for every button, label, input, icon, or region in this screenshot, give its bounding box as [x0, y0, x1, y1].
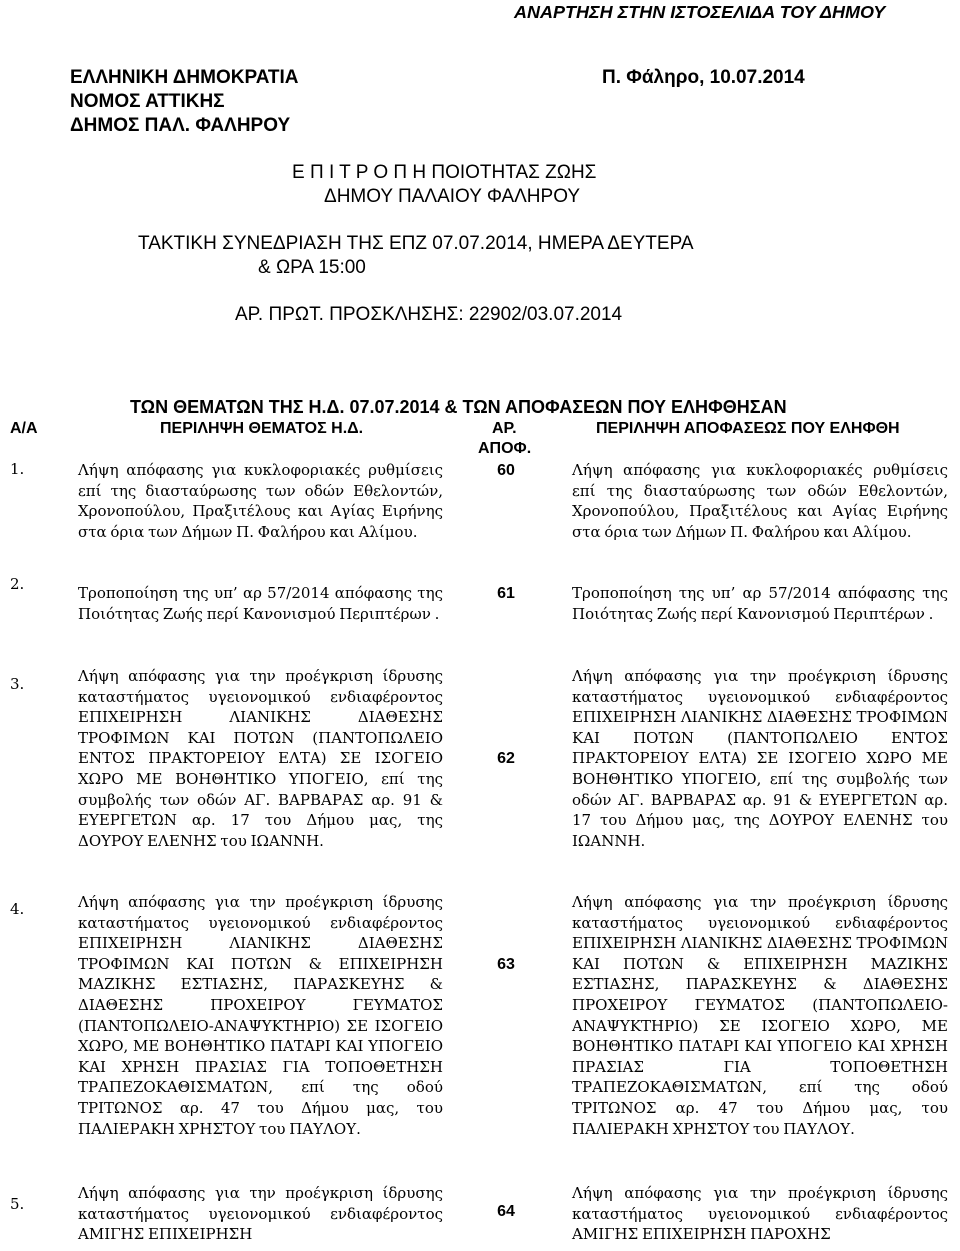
row-4-aa: 4.: [10, 900, 25, 918]
column-header-subject: ΠΕΡΙΛΗΨΗ ΘΕΜΑΤΟΣ Η.Δ.: [160, 420, 364, 437]
row-4-subject: Λήψη απόφασης για την προέγκριση ίδρυσης καταστήματος υγειονομικού ενδιαφέροντος ΕΠΙΧΕΙΡΗΣΗ ΛΙΑΝΙΚΗΣ ΔΙΑΘΕΣΗΣ ΤΡΟΦΙΜΩΝ ΚΑΙ ΠΟΤΩΝ & ΕΠΙΧΕΙΡΗΣΗ ΜΑΖΙΚΗΣ ΕΣΤΙΑΣΗΣ, ΠΑΡΑΣΚΕΥΗΣ & ΔΙΑΘΕΣΗΣ ΠΡΟΧΕΙΡΟΥ ΓΕΥΜΑΤΟΣ (ΠΑΝΤΟΠΩΛΕΙΟ-ΑΝΑΨΥΚΤΗΡΙΟ) ΣΕ ΙΣΟΓΕΙΟ ΧΩΡΟ, ΜΕ ΒΟΗΘΗΤΙΚΟ ΠΑΤΑΡΙ ΚΑΙ ΥΠΟΓΕΙΟ ΚΑΙ ΧΡΗΣΗ ΠΡΑΣΙΑΣ ΓΙΑ ΤΟΠΟΘΕΤΗΣΗ ΤΡΑΠΕΖΟΚΑΘΙΣΜΑΤΩΝ, επί της οδού ΤΡΙΤΩΝΟΣ αρ. 47 του Δήμου μας, του ΠΑΛΙΕΡΑΚΗ ΧΡΗΣΤΟΥ του ΠΑΥΛΟΥ.: [78, 893, 443, 1138]
row-1-decision-no: 60: [497, 462, 515, 479]
column-header-decision-no: ΑΡ.: [492, 420, 517, 437]
row-3-subject: Λήψη απόφασης για την προέγκριση ίδρυσης καταστήματος υγειονομικού ενδιαφέροντος ΕΠΙΧΕΙΡΗΣΗ ΛΙΑΝΙΚΗΣ ΔΙΑΘΕΣΗΣ ΤΡΟΦΙΜΩΝ ΚΑΙ ΠΟΤΩΝ (ΠΑΝΤΟΠΩΛΕΙΟ ΕΝΤΟΣ ΠΡΑΚΤΟΡΕΙΟΥ ΕΛΤΑ) ΣΕ ΙΣΟΓΕΙΟ ΧΩΡΟ ΜΕ ΒΟΗΘΗΤΙΚΟ ΥΠΟΓΕΙΟ, επί της συμβολής των οδών ΑΓ. ΒΑΡΒΑΡΑΣ αρ. 91 & ΕΥΕΡΓΕΤΩΝ αρ. 17 του Δήμου μας, της ΔΟΥΡΟΥ ΕΛΕΝΗΣ του ΙΩΑΝΝΗ.: [78, 667, 443, 850]
invitation-protocol: ΑΡ. ΠΡΩΤ. ΠΡΟΣΚΛΗΣΗΣ: 22902/03.07.2014: [235, 304, 623, 325]
column-header-decision-no-2: ΑΠΟΦ.: [478, 440, 532, 457]
publication-banner: ΑΝΑΡΤΗΣΗ ΣΤΗΝ ΙΣΤΟΣΕΛΙΔΑ ΤΟΥ ΔΗΜΟΥ: [514, 2, 886, 22]
issuer-municipality: ΔΗΜΟΣ ΠΑΛ. ΦΑΛΗΡΟΥ: [70, 115, 291, 136]
committee-name: Ε Π Ι Τ Ρ Ο Π Η ΠΟΙΟΤΗΤΑΣ ΖΩΗΣ: [292, 162, 597, 183]
row-5-decision: Λήψη απόφασης για την προέγκριση ίδρυσης καταστήματος υγειονομικού ενδιαφέροντος ΑΜΙΓΗΣ ΕΠΙΧΕΙΡΗΣΗ ΠΑΡΟΧΗΣ: [572, 1184, 948, 1244]
row-3-decision-no: 62: [497, 750, 515, 767]
committee-municipality: ΔΗΜΟΥ ΠΑΛΑΙΟΥ ΦΑΛΗΡΟΥ: [324, 186, 581, 207]
meeting-time: & ΩΡΑ 15:00: [258, 257, 366, 278]
row-2-subject: Τροποποίηση της υπ’ αρ 57/2014 απόφασης της Ποιότητας Ζωής περί Κανονισμού Περιπτέρων .: [78, 584, 443, 623]
row-5-decision-no: 64: [497, 1203, 515, 1220]
row-4-decision-no: 63: [497, 956, 515, 973]
row-2-decision-no: 61: [497, 585, 515, 602]
issuer-republic: ΕΛΛΗΝΙΚΗ ΔΗΜΟΚΡΑΤΙΑ: [70, 67, 299, 88]
row-2-decision: Τροποποίηση της υπ’ αρ 57/2014 απόφασης της Ποιότητας Ζωής περί Κανονισμού Περιπτέρων .: [572, 584, 948, 623]
row-1-aa: 1.: [10, 460, 25, 478]
row-3-aa: 3.: [10, 675, 25, 693]
column-header-decision-summary: ΠΕΡΙΛΗΨΗ ΑΠΟΦΑΣΕΩΣ ΠΟΥ ΕΛΗΦΘΗ: [596, 420, 900, 437]
issuer-prefecture: ΝΟΜΟΣ ΑΤΤΙΚΗΣ: [70, 91, 225, 112]
row-5-aa: 5.: [10, 1195, 25, 1213]
row-1-decision: Λήψη απόφασης για κυκλοφοριακές ρυθμίσεις επί της διασταύρωσης των οδών Εθελοντών, Χρονοπούλου, Πραξιτέλους και Αγίας Ειρήνης στα όρια των Δήμων Π. Φαλήρου και Αλίμου.: [572, 461, 948, 541]
row-2-aa: 2.: [10, 575, 25, 593]
place-date: Π. Φάληρο, 10.07.2014: [602, 67, 805, 88]
column-header-aa: Α/Α: [10, 420, 38, 437]
meeting-info: ΤΑΚΤΙΚΗ ΣΥΝΕΔΡΙΑΣΗ ΤΗΣ ΕΠΖ 07.07.2014, ΗΜΕΡΑ ΔΕΥΤΕΡΑ: [138, 233, 694, 254]
row-3-decision: Λήψη απόφασης για την προέγκριση ίδρυσης καταστήματος υγειονομικού ενδιαφέροντος ΕΠΙΧΕΙΡΗΣΗ ΛΙΑΝΙΚΗΣ ΔΙΑΘΕΣΗΣ ΤΡΟΦΙΜΩΝ ΚΑΙ ΠΟΤΩΝ (ΠΑΝΤΟΠΩΛΕΙΟ ΕΝΤΟΣ ΠΡΑΚΤΟΡΕΙΟΥ ΕΛΤΑ) ΣΕ ΙΣΟΓΕΙΟ ΧΩΡΟ ΜΕ ΒΟΗΘΗΤΙΚΟ ΥΠΟΓΕΙΟ, επί της συμβολής των οδών ΑΓ. ΒΑΡΒΑΡΑΣ αρ. 91 & ΕΥΕΡΓΕΤΩΝ αρ. 17 του Δήμου μας, της ΔΟΥΡΟΥ ΕΛΕΝΗΣ του ΙΩΑΝΝΗ.: [572, 667, 948, 850]
row-4-decision: Λήψη απόφασης για την προέγκριση ίδρυσης καταστήματος υγειονομικού ενδιαφέροντος ΕΠΙΧΕΙΡΗΣΗ ΛΙΑΝΙΚΗΣ ΔΙΑΘΕΣΗΣ ΤΡΟΦΙΜΩΝ ΚΑΙ ΠΟΤΩΝ & ΕΠΙΧΕΙΡΗΣΗ ΜΑΖΙΚΗΣ ΕΣΤΙΑΣΗΣ, ΠΑΡΑΣΚΕΥΗΣ & ΔΙΑΘΕΣΗΣ ΠΡΟΧΕΙΡΟΥ ΓΕΥΜΑΤΟΣ (ΠΑΝΤΟΠΩΛΕΙΟ-ΑΝΑΨΥΚΤΗΡΙΟ) ΣΕ ΙΣΟΓΕΙΟ ΧΩΡΟ, ΜΕ ΒΟΗΘΗΤΙΚΟ ΠΑΤΑΡΙ ΚΑΙ ΥΠΟΓΕΙΟ ΚΑΙ ΧΡΗΣΗ ΠΡΑΣΙΑΣ ΓΙΑ ΤΟΠΟΘΕΤΗΣΗ ΤΡΑΠΕΖΟΚΑΘΙΣΜΑΤΩΝ, επί της οδού ΤΡΙΤΩΝΟΣ αρ. 47 του Δήμου μας, του ΠΑΛΙΕΡΑΚΗ ΧΡΗΣΤΟΥ του ΠΑΥΛΟΥ.: [572, 893, 948, 1138]
table-title: ΤΩΝ ΘΕΜΑΤΩΝ ΤΗΣ Η.Δ. 07.07.2014 & ΤΩΝ ΑΠΟΦΑΣΕΩΝ ΠΟΥ ΕΛΗΦΘΗΣΑΝ: [130, 397, 787, 417]
row-5-subject: Λήψη απόφασης για την προέγκριση ίδρυσης καταστήματος υγειονομικού ενδιαφέροντος ΑΜΙΓΗΣ ΕΠΙΧΕΙΡΗΣΗ: [78, 1184, 443, 1244]
row-1-subject: Λήψη απόφασης για κυκλοφοριακές ρυθμίσεις επί της διασταύρωσης των οδών Εθελοντών, Χρονοπούλου, Πραξιτέλους και Αγίας Ειρήνης στα όρια των Δήμων Π. Φαλήρου και Αλίμου.: [78, 461, 443, 541]
